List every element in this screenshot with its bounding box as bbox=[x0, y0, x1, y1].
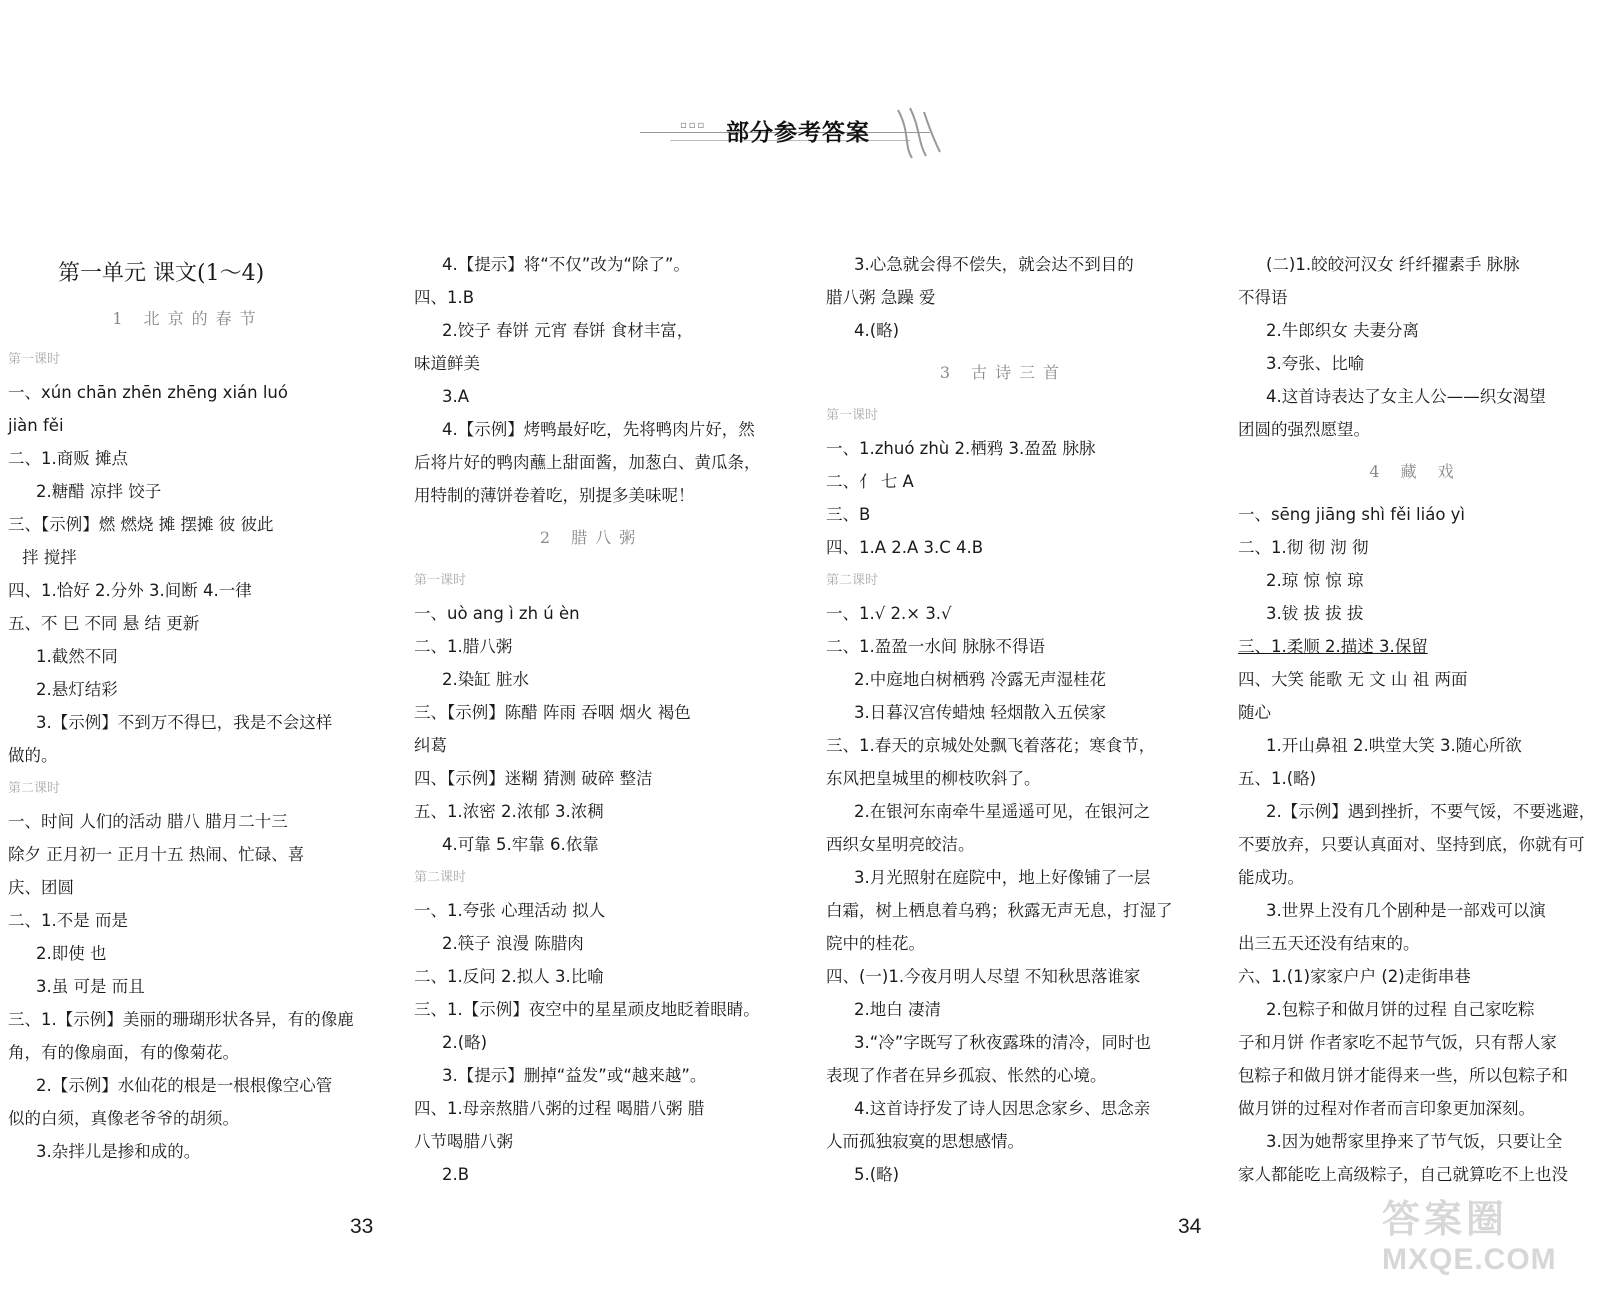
lesson-heading: 4 藏 戏 bbox=[1369, 462, 1462, 481]
answer-line: 二、1.不是 而是 bbox=[8, 911, 128, 930]
page-number-left: 33 bbox=[350, 1215, 374, 1238]
answer-line: 四、大笑 能歌 无 文 山 祖 两面 bbox=[1238, 670, 1468, 689]
answer-line: 八节喝腊八粥 bbox=[414, 1132, 513, 1151]
answer-line: 三、【示例】陈醋 阵雨 吞咽 烟火 褐色 bbox=[414, 703, 691, 722]
answer-line: 3.【示例】不到万不得巳，我是不会这样 bbox=[36, 713, 333, 732]
answer-line: 5.(略) bbox=[854, 1165, 900, 1184]
answer-line: 四、1.B bbox=[414, 288, 475, 307]
answer-line: 2.中庭地白树栖鸦 冷露无声湿桂花 bbox=[854, 670, 1106, 689]
answer-line: 一、时间 人们的活动 腊八 腊月二十三 bbox=[8, 812, 288, 831]
answer-line: 做的。 bbox=[8, 746, 58, 765]
answer-line: 3.【提示】删掉“益发”或“越来越”。 bbox=[442, 1066, 707, 1085]
watermark-logo: 答案圈 bbox=[1382, 1199, 1509, 1241]
answer-line: 人而孤独寂寞的思想感情。 bbox=[826, 1132, 1024, 1151]
answer-line: 四、1.恰好 2.分外 3.间断 4.一律 bbox=[8, 581, 252, 600]
answer-column-3 bbox=[826, 248, 1181, 1191]
watermark-url: MXQE.COM bbox=[1382, 1243, 1557, 1276]
answer-line: 东风把皇城里的柳枝吹斜了。 bbox=[826, 769, 1041, 788]
answer-line: 四、【示例】迷糊 猜测 破碎 整洁 bbox=[414, 769, 653, 788]
answer-line: 四、1.母亲熬腊八粥的过程 喝腊八粥 腊 bbox=[414, 1099, 705, 1118]
answer-line: 2.糖醋 凉拌 饺子 bbox=[36, 482, 162, 501]
answer-line: 二、亻 七 A bbox=[826, 472, 914, 491]
header-dots: ▫▫▫ bbox=[680, 120, 707, 131]
answer-line: 后将片好的鸭肉蘸上甜面酱，加葱白、黄瓜条， bbox=[414, 453, 761, 472]
answer-line: 3.因为她帮家里挣来了节气饭，只要让全 bbox=[1266, 1132, 1563, 1151]
answer-line: 3.杂拌儿是掺和成的。 bbox=[36, 1142, 201, 1161]
answer-line: 拌 搅拌 bbox=[22, 548, 77, 567]
answer-line: 3.月光照射在庭院中，地上好像铺了一层 bbox=[854, 868, 1151, 887]
answer-line: 1.开山鼻祖 2.哄堂大笑 3.随心所欲 bbox=[1266, 736, 1522, 755]
answer-line: 五、1.(略) bbox=[1238, 769, 1317, 788]
answer-line: 院中的桂花。 bbox=[826, 934, 925, 953]
answer-line: 4.【示例】烤鸭最好吃，先将鸭肉片好，然 bbox=[442, 420, 755, 439]
answer-line: 2.筷子 浪漫 陈腊肉 bbox=[442, 934, 584, 953]
answer-line: 3.A bbox=[442, 387, 470, 406]
answer-line: 二、1.反问 2.拟人 3.比喻 bbox=[414, 967, 604, 986]
answer-line: 二、1.腊八粥 bbox=[414, 637, 513, 656]
answer-line: 出三五天还没有结束的。 bbox=[1238, 934, 1420, 953]
answer-line: 2.牛郎织女 夫妻分离 bbox=[1266, 321, 1419, 340]
answer-line: 做月饼的过程对作者而言印象更加深刻。 bbox=[1238, 1099, 1535, 1118]
answer-line: (二)1.皎皎河汉女 纤纤擢素手 脉脉 bbox=[1266, 255, 1520, 274]
answer-line: 味道鲜美 bbox=[414, 354, 480, 373]
answer-line: 随心 bbox=[1238, 703, 1271, 722]
answer-line: 4.可靠 5.牢靠 6.依靠 bbox=[442, 835, 599, 854]
answer-line: 2.【示例】水仙花的根是一根根像空心管 bbox=[36, 1076, 333, 1095]
session-label: 第一课时 bbox=[826, 408, 879, 423]
answer-line: 五、不 巳 不同 悬 结 更新 bbox=[8, 614, 200, 633]
lesson-heading: 2 腊八粥 bbox=[539, 528, 644, 547]
answer-line: 2.(略) bbox=[442, 1033, 488, 1052]
answer-line: 除夕 正月初一 正月十五 热闹、忙碌、喜 bbox=[8, 845, 305, 864]
answer-line: 2.染缸 脏水 bbox=[442, 670, 529, 689]
unit-heading: 第一单元 课文(1～4) bbox=[58, 261, 265, 286]
page-number-right: 34 bbox=[1178, 1215, 1202, 1238]
answer-line: 表现了作者在异乡孤寂、怅然的心境。 bbox=[826, 1066, 1107, 1085]
answer-line: 3.心急就会得不偿失，就会达不到目的 bbox=[854, 255, 1134, 274]
answer-line: 三、1.春天的京城处处飘飞着落花；寒食节， bbox=[826, 736, 1156, 755]
lesson-heading: 3 古诗三首 bbox=[939, 363, 1068, 382]
answer-line: 一、1.夸张 心理活动 拟人 bbox=[414, 901, 606, 920]
answer-line: 角，有的像扇面，有的像菊花。 bbox=[8, 1043, 239, 1062]
answer-line: 包粽子和做月饼才能得来一些，所以包粽子和 bbox=[1238, 1066, 1568, 1085]
session-label: 第二课时 bbox=[414, 870, 467, 885]
answer-line: 二、1.商贩 摊点 bbox=[8, 449, 128, 468]
answer-line: 2.在银河东南牵牛星遥遥可见，在银河之 bbox=[854, 802, 1151, 821]
answer-line: 1.截然不同 bbox=[36, 647, 118, 666]
page-header bbox=[640, 100, 960, 170]
answer-line: 2.即使 也 bbox=[36, 944, 107, 963]
answer-line: 能成功。 bbox=[1238, 868, 1304, 887]
answer-line: 三、1.柔顺 2.描述 3.保留 bbox=[1238, 637, 1428, 656]
answer-line: 子和月饼 作者家吃不起节气饭，只有帮人家 bbox=[1238, 1033, 1557, 1052]
answer-line: 二、1.彻 彻 沏 彻 bbox=[1238, 538, 1369, 557]
answer-line: 不要放弃，只要认真面对、坚持到底，你就有可 bbox=[1238, 835, 1585, 854]
answer-line: 白霜，树上栖息着乌鸦；秋露无声无息，打湿了 bbox=[826, 901, 1173, 920]
answer-line: 4.(略) bbox=[854, 321, 900, 340]
answer-line: 一、uò ang ì zh ú èn bbox=[414, 604, 580, 623]
answer-line: 3.虽 可是 而且 bbox=[36, 977, 145, 996]
answer-line: 3.世界上没有几个剧种是一部戏可以演 bbox=[1266, 901, 1546, 920]
answer-line: 三、B bbox=[826, 505, 871, 524]
answer-line: 三、【示例】燃 燃烧 摊 摆摊 彼 彼此 bbox=[8, 515, 274, 534]
answer-line: 不得语 bbox=[1238, 288, 1288, 307]
answer-line: 腊八粥 急躁 爱 bbox=[826, 288, 936, 307]
answer-column-4 bbox=[1238, 248, 1596, 1191]
answer-line: 西织女星明亮皎洁。 bbox=[826, 835, 975, 854]
answer-line: 一、xún chān zhēn zhēng xián luó bbox=[8, 383, 288, 402]
answer-line: 4.这首诗抒发了诗人因思念家乡、思念亲 bbox=[854, 1099, 1151, 1118]
answer-line: 四、1.A 2.A 3.C 4.B bbox=[826, 538, 984, 557]
session-label: 第二课时 bbox=[8, 781, 61, 796]
answer-line: 2.包粽子和做月饼的过程 自己家吃粽 bbox=[1266, 1000, 1535, 1019]
answer-column-1 bbox=[8, 248, 368, 1168]
session-label: 第一课时 bbox=[8, 352, 61, 367]
answer-line: 二、1.盈盈一水间 脉脉不得语 bbox=[826, 637, 1045, 656]
answer-line: 用特制的薄饼卷着吃，别提多美味呢！ bbox=[414, 486, 695, 505]
answer-column-2 bbox=[414, 248, 769, 1191]
answer-line: 一、1.zhuó zhù 2.栖鸦 3.盈盈 脉脉 bbox=[826, 439, 1096, 458]
answer-line: 纠葛 bbox=[414, 736, 447, 755]
answer-line: jiàn fěi bbox=[8, 416, 64, 435]
answer-line: 2.饺子 春饼 元宵 春饼 食材丰富， bbox=[442, 321, 694, 340]
session-label: 第一课时 bbox=[414, 573, 467, 588]
answer-line: 一、sēng jiāng shì fěi liáo yì bbox=[1238, 505, 1466, 524]
answer-line: 4.这首诗表达了女主人公——织女渴望 bbox=[1266, 387, 1546, 406]
answer-line: 3.夸张、比喻 bbox=[1266, 354, 1365, 373]
watermark bbox=[1382, 1188, 1592, 1278]
answer-line: 3.钹 拔 拔 拔 bbox=[1266, 604, 1364, 623]
answer-line: 团圆的强烈愿望。 bbox=[1238, 420, 1370, 439]
answer-line: 五、1.浓密 2.浓郁 3.浓稠 bbox=[414, 802, 604, 821]
lesson-heading: 1 北京的春节 bbox=[112, 309, 264, 328]
session-label: 第二课时 bbox=[826, 573, 879, 588]
answer-line: 2.地白 凄清 bbox=[854, 1000, 941, 1019]
answer-line: 三、1.【示例】美丽的珊瑚形状各异，有的像鹿 bbox=[8, 1010, 354, 1029]
answer-line: 2.悬灯结彩 bbox=[36, 680, 118, 699]
brush-decoration-icon bbox=[890, 102, 950, 162]
answer-line: 3.日暮汉宫传蜡烛 轻烟散入五侯家 bbox=[854, 703, 1106, 722]
answer-line: 2.B bbox=[442, 1165, 470, 1184]
answer-line: 四、(一)1.今夜月明人尽望 不知秋思落谁家 bbox=[826, 967, 1141, 986]
answer-line: 一、1.√ 2.× 3.√ bbox=[826, 604, 952, 623]
answer-line: 2.琼 惊 惊 琼 bbox=[1266, 571, 1364, 590]
answer-line: 似的白须，真像老爷爷的胡须。 bbox=[8, 1109, 239, 1128]
answer-line: 家人都能吃上高级粽子，自己就算吃不上也没 bbox=[1238, 1165, 1568, 1184]
answer-line: 2.【示例】遇到挫折，不要气馁，不要逃避， bbox=[1266, 802, 1596, 821]
answer-line: 六、1.(1)家家户户 (2)走街串巷 bbox=[1238, 967, 1471, 986]
answer-line: 庆、团圆 bbox=[8, 878, 74, 897]
answer-line: 三、1.【示例】夜空中的星星顽皮地眨着眼睛。 bbox=[414, 1000, 760, 1019]
answer-line: 4.【提示】将“不仅”改为“除了”。 bbox=[442, 255, 690, 274]
page-title: 部分参考答案 bbox=[726, 120, 870, 146]
answer-line: 3.“冷”字既写了秋夜露珠的清冷，同时也 bbox=[854, 1033, 1151, 1052]
